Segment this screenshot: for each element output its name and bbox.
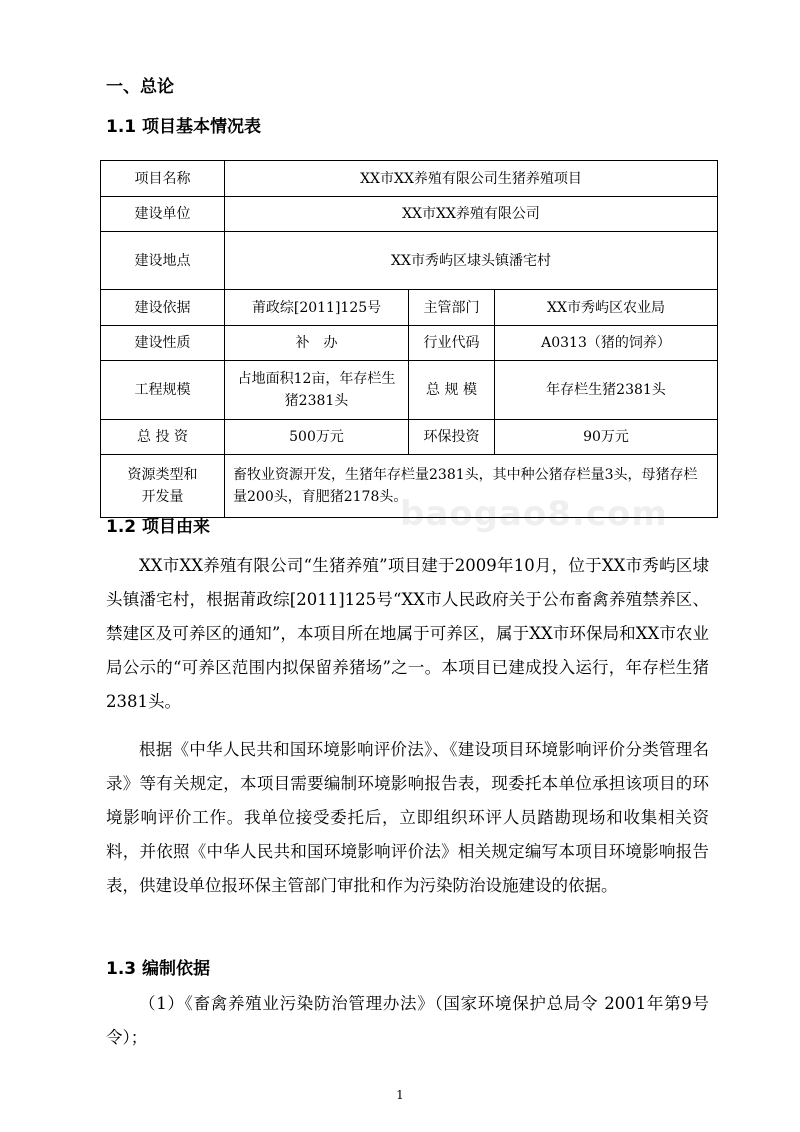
- project-name-label: 项目名称: [101, 161, 225, 197]
- builder-value: XX市XX养殖有限公司: [225, 197, 718, 232]
- project-info-table: [100, 160, 718, 518]
- location-value: XX市秀屿区埭头镇潘宅村: [225, 232, 718, 290]
- scale-value: 占地面积12亩，年存栏生猪2381头: [225, 361, 409, 420]
- table-row: [101, 232, 718, 290]
- env-investment-value: 90万元: [495, 420, 718, 455]
- total-scale-value: 年存栏生猪2381头: [495, 361, 718, 420]
- table-row: [101, 197, 718, 232]
- basis-value: 莆政综[2011]125号: [225, 290, 409, 326]
- subsection-heading-project-info: 1.1 项目基本情况表: [106, 117, 262, 137]
- origin-paragraph-2: 根据《中华人民共和国环境影响评价法》、《建设项目环境影响评价分类管理名录》等有关规定，本项目需要编制环境影响报告表，现委托本单位承担该项目的环境影响评价工作。我单位接受委托后，立即组织环评人员踏勘现场和收集相关资料，并依照《中华人民共和国环境影响评价法》相关规定编写本项目环境影响报告表，供建设单位报环保主管部门审批和作为污染防治设施建设的依据。: [106, 740, 709, 895]
- basis-label: 建设依据: [101, 290, 225, 326]
- location-label: 建设地点: [101, 232, 225, 290]
- project-name-value: XX市XX养殖有限公司生猪养殖项目: [225, 161, 718, 197]
- watermark: baogao8.com: [400, 494, 668, 534]
- subsection-heading-origin: 1.2 项目由来: [106, 517, 211, 537]
- authority-value: XX市秀屿区农业局: [495, 290, 718, 326]
- table-row: [101, 161, 718, 197]
- origin-paragraph-1: XX市XX养殖有限公司“生猪养殖”项目建于2009年10月，位于XX市秀屿区埭头镇潘宅村，根据莆政综[2011]125号“XX市人民政府关于公布畜禽养殖禁养区、禁建区及可养区的通知”，本项目所在地属于可养区，属于XX市环保局和XX市农业局公示的“可养区范围内拟保留养猪场”之一。本项目已建成投入运行，年存栏生猪2381头。: [106, 556, 709, 711]
- table-row: [101, 420, 718, 455]
- resource-value: 畜牧业资源开发，生猪年存栏量2381头，其中种公猪存栏量3头，母猪存栏量200头，育肥猪2178头。: [225, 455, 718, 518]
- total-scale-label: 总 规 模: [409, 361, 495, 420]
- industry-code-value: A0313（猪的饲养）: [495, 326, 718, 361]
- builder-label: 建设单位: [101, 197, 225, 232]
- nature-value: 补 办: [225, 326, 409, 361]
- basis-item-1: （1）《畜禽养殖业污染防治管理办法》（国家环境保护总局令 2001年第9号令）；: [106, 994, 709, 1047]
- env-investment-label: 环保投资: [409, 420, 495, 455]
- nature-label: 建设性质: [101, 326, 225, 361]
- industry-code-label: 行业代码: [409, 326, 495, 361]
- subsection-heading-basis: 1.3 编制依据: [106, 959, 211, 979]
- section-heading-general: 一、总论: [106, 77, 174, 97]
- table-row: [101, 290, 718, 326]
- investment-value: 500万元: [225, 420, 409, 455]
- page-number: 1: [396, 1088, 404, 1102]
- scale-label: 工程规模: [101, 361, 225, 420]
- table-row: [101, 326, 718, 361]
- investment-label: 总 投 资: [101, 420, 225, 455]
- table-row: [101, 361, 718, 420]
- authority-label: 主管部门: [409, 290, 495, 326]
- resource-label: 资源类型和开发量: [101, 455, 225, 518]
